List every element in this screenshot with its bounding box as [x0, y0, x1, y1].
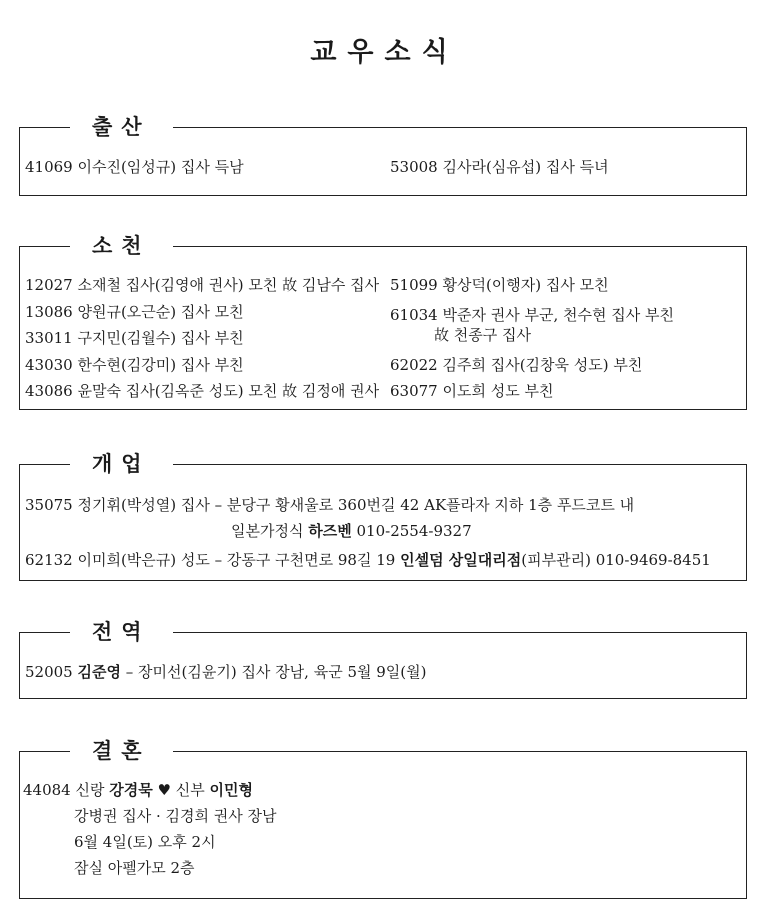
- opening-business-name: 하즈벤: [308, 522, 352, 540]
- page-title: 교우소식: [310, 37, 459, 68]
- opening-item: [25, 550, 711, 570]
- wedding-id: 44084: [23, 781, 71, 799]
- military-item: [25, 662, 427, 682]
- bride-name: 이민형: [209, 781, 254, 799]
- opening-business-name: 인셀덤 상일대리점: [400, 551, 522, 569]
- military-name: 김준영: [77, 663, 121, 681]
- section-heading-wedding: 결혼: [70, 736, 173, 766]
- wedding-datetime: 6월 4일(토) 오후 2시: [74, 833, 216, 851]
- opening-item-prefix: 62132 이미희(박은규) 성도 – 강동구 구천면로 98길 19: [25, 551, 396, 569]
- groom-label: 신랑: [75, 781, 105, 799]
- opening-business-type: 일본가정식: [231, 522, 304, 540]
- opening-phone: 010-2554-9327: [356, 522, 472, 540]
- death-item: 13086 양원규(오근순) 집사 모친: [25, 303, 244, 321]
- wedding-couple: [23, 780, 253, 800]
- section-death: [19, 233, 747, 410]
- section-opening: [19, 451, 747, 581]
- opening-item-line: [231, 521, 472, 541]
- section-heading-opening: 개업: [70, 449, 173, 479]
- wedding-parents: 강병권 집사 · 김경희 권사 장남: [74, 807, 277, 825]
- death-item: 51099 황상덕(이행자) 집사 모친: [390, 276, 609, 294]
- heart-icon: ♥: [157, 781, 171, 799]
- groom-name: 강경묵: [109, 781, 153, 799]
- bride-label: 신부: [175, 781, 205, 799]
- death-item: 61034 박준자 권사 부군, 천수현 집사 부친: [390, 306, 674, 324]
- section-military: [19, 619, 747, 699]
- death-item: 43030 한수현(김강미) 집사 부친: [25, 356, 244, 374]
- death-item-continuation: 故 천종구 집사: [434, 326, 531, 344]
- section-wedding: [19, 738, 747, 899]
- section-heading-military: 전역: [70, 617, 173, 647]
- death-item: 43086 윤말숙 집사(김옥준 성도) 모친 故 김정애 권사: [25, 382, 380, 400]
- death-item: 12027 소재철 집사(김영애 권사) 모친 故 김남수 집사: [25, 276, 380, 294]
- military-id: 52005: [25, 663, 73, 681]
- death-item: 63077 이도희 성도 부친: [390, 382, 554, 400]
- death-item: 62022 김주희 집사(김창욱 성도) 부친: [390, 356, 643, 374]
- section-birth: [19, 114, 747, 196]
- section-heading-birth: 출산: [70, 112, 173, 142]
- birth-item: 41069 이수진(임성규) 집사 득남: [25, 158, 244, 176]
- wedding-venue: 잠실 아펠가모 2층: [74, 859, 195, 877]
- opening-item-suffix: (피부관리) 010-9469-8451: [521, 551, 711, 569]
- opening-item-line: 35075 정기휘(박성열) 집사 – 분당구 황새울로 360번길 42 AK플라자 지하 1층 푸드코트 내: [25, 496, 635, 514]
- section-heading-death: 소천: [70, 231, 173, 261]
- birth-item: 53008 김사라(심유섭) 집사 득녀: [390, 158, 609, 176]
- military-detail: – 장미선(김윤기) 집사 장남, 육군 5월 9일(월): [125, 663, 427, 681]
- death-item: 33011 구지민(김월수) 집사 부친: [25, 329, 244, 347]
